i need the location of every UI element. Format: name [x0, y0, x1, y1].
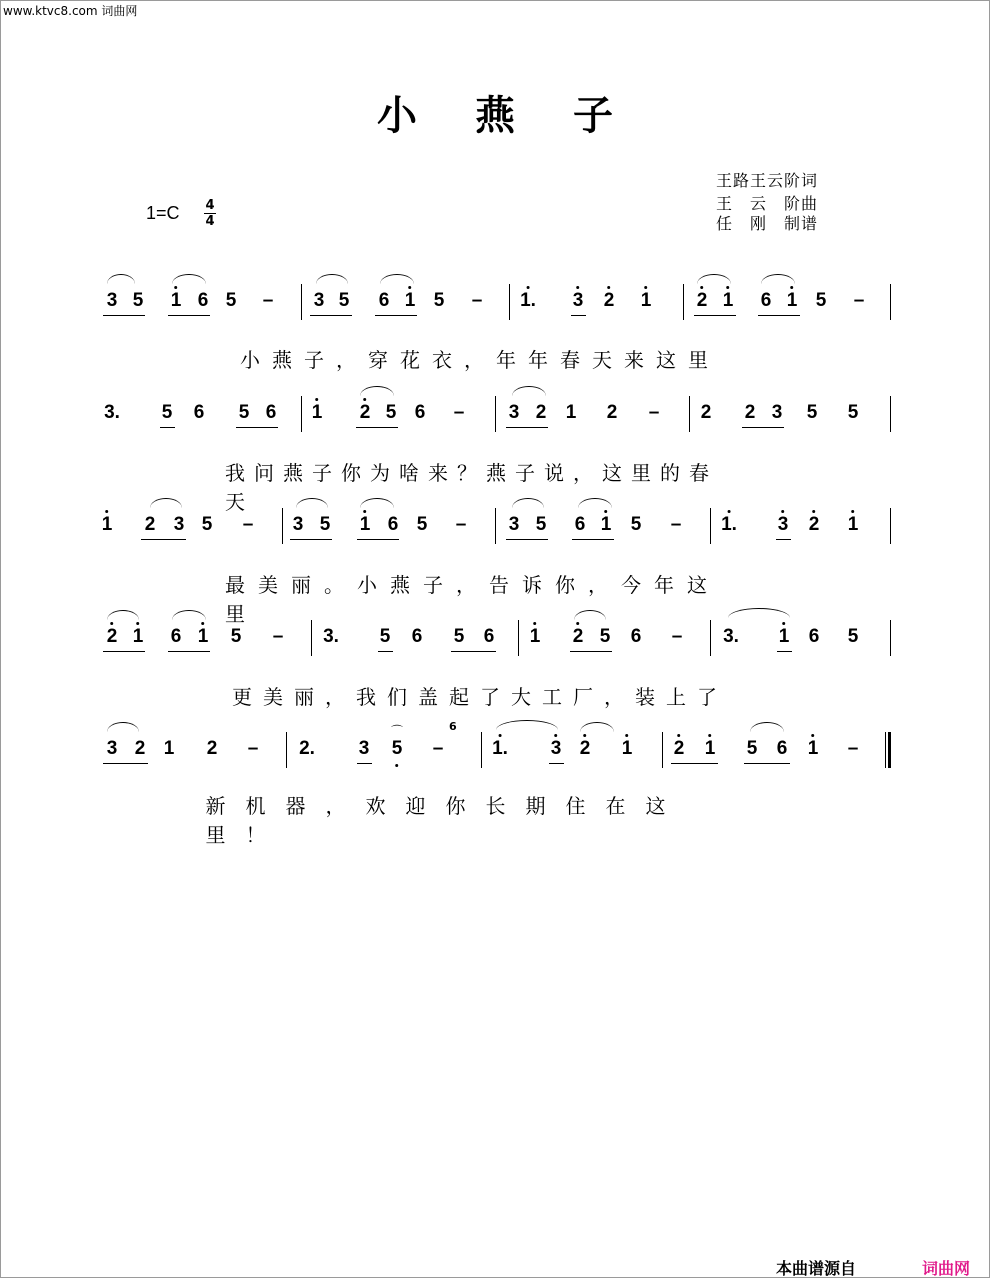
beam: [168, 651, 210, 652]
note: 3: [778, 514, 789, 536]
note: –: [471, 290, 483, 311]
note: 2: [809, 514, 820, 536]
note: –: [670, 514, 682, 535]
note: 5: [630, 514, 642, 535]
lyric-line-4: 更美丽，我们盖起了大工厂，装上了: [232, 685, 728, 709]
beam: [103, 651, 145, 652]
note: 1: [360, 514, 371, 536]
note: 2: [674, 738, 685, 760]
note: 6: [760, 290, 772, 311]
barline: [890, 620, 891, 656]
note: 1: [198, 626, 209, 648]
note: 6: [387, 514, 399, 535]
beam: [103, 315, 145, 316]
note: 2: [206, 738, 218, 759]
note: 3: [573, 290, 584, 312]
note: –: [853, 290, 865, 311]
note: 3.: [323, 626, 339, 647]
note: 5: [847, 626, 859, 647]
note: 6: [411, 626, 423, 647]
note: 1.: [520, 290, 536, 312]
beam: [357, 763, 372, 764]
note: 5: [319, 514, 331, 535]
beam: [290, 539, 332, 540]
barline: [301, 396, 302, 432]
beam: [310, 315, 352, 316]
lyric-line-2: 我问燕子你为啥来？燕子说，这里的春天: [225, 461, 718, 514]
beam: [742, 427, 784, 428]
note: 1: [641, 290, 652, 312]
note: 1: [102, 514, 113, 536]
barline: [509, 284, 510, 320]
note: 2: [580, 738, 591, 760]
barline: [301, 284, 302, 320]
lyric-line-1: 小燕子，穿花衣，年年春天来这里: [240, 348, 720, 372]
note: 2: [134, 738, 146, 759]
time-top: 4: [205, 198, 215, 213]
grace-note: 6: [449, 720, 457, 733]
note: 6: [574, 514, 586, 535]
note: 3: [292, 514, 304, 535]
note: 2: [360, 402, 371, 424]
note: 5: [599, 626, 611, 647]
time-bottom: 4: [205, 214, 215, 229]
credit-score: 任 刚 制谱: [716, 214, 819, 233]
note: –: [648, 402, 660, 423]
footer-source: 本曲谱源自: [776, 1259, 857, 1278]
barline: [890, 508, 891, 544]
barline: [689, 396, 690, 432]
note: 6: [170, 626, 182, 647]
beam: [160, 427, 175, 428]
note: 2: [573, 626, 584, 648]
beam: [744, 763, 790, 764]
note: 6: [197, 290, 209, 311]
note: 2: [606, 402, 618, 423]
note: 3: [508, 514, 520, 535]
note: 1: [530, 626, 541, 648]
barline: [683, 284, 684, 320]
note: 5: [338, 290, 350, 311]
note: 5: [238, 402, 250, 423]
beam: [236, 427, 278, 428]
note: 2: [744, 402, 756, 423]
note: 5: [379, 626, 391, 647]
beam: [357, 539, 399, 540]
note: –: [432, 738, 444, 759]
beam: [375, 315, 417, 316]
note: –: [242, 514, 254, 535]
note: 1: [787, 290, 798, 312]
note: 6: [776, 738, 788, 759]
beam: [506, 539, 548, 540]
fermata-icon: ⌒: [391, 724, 404, 738]
barline: [495, 396, 496, 432]
note: 1: [565, 402, 577, 423]
note: 5: [806, 402, 818, 423]
note: 3: [508, 402, 520, 423]
note: 6: [265, 402, 277, 423]
lyric-line-3: 最美丽。小燕子，告诉你，今年这里: [225, 573, 720, 626]
note: 5: [230, 626, 242, 647]
beam: [451, 651, 496, 652]
note: 5: [392, 738, 403, 760]
beam: [103, 763, 148, 764]
note: 2: [697, 290, 708, 312]
note: 3: [106, 290, 118, 311]
note: 6: [193, 402, 205, 423]
note: 2: [700, 402, 712, 423]
note: 5: [385, 402, 397, 423]
note: 1: [808, 738, 819, 760]
beam: [571, 315, 586, 316]
note: 1: [848, 514, 859, 536]
note: 1: [163, 738, 175, 759]
note: 1: [601, 514, 612, 536]
note: 5: [225, 290, 237, 311]
final-barline-thin: [885, 732, 886, 768]
note: –: [671, 626, 683, 647]
note: 2: [604, 290, 615, 312]
note: 1: [779, 626, 790, 648]
note: –: [455, 514, 467, 535]
note: 3: [313, 290, 325, 311]
beam: [549, 763, 564, 764]
key-signature: 1=C: [146, 203, 180, 223]
beam: [671, 763, 718, 764]
barline: [890, 284, 891, 320]
note: 6: [483, 626, 495, 647]
beam: [777, 651, 792, 652]
note: 3: [173, 514, 185, 535]
note: 1.: [492, 738, 508, 760]
note: 6: [378, 290, 390, 311]
barline: [890, 396, 891, 432]
note: 1: [723, 290, 734, 312]
note: –: [453, 402, 465, 423]
time-signature: [202, 199, 218, 228]
note: 3: [106, 738, 118, 759]
note: 6: [808, 626, 820, 647]
note: 1: [171, 290, 182, 312]
barline: [286, 732, 287, 768]
note: –: [847, 738, 859, 759]
beam: [506, 427, 548, 428]
note: 5: [416, 514, 428, 535]
note: 5: [815, 290, 827, 311]
note: 5: [433, 290, 445, 311]
note: 1: [622, 738, 633, 760]
note: –: [247, 738, 259, 759]
note: 3.: [104, 402, 120, 423]
note: 2: [107, 626, 118, 648]
footer-brand-link[interactable]: 词曲网: [922, 1259, 971, 1278]
note: 1: [705, 738, 716, 760]
barline: [481, 732, 482, 768]
note: 1: [405, 290, 416, 312]
note: 2.: [299, 738, 315, 759]
note: –: [272, 626, 284, 647]
beam: [141, 539, 186, 540]
beam: [168, 315, 210, 316]
note: 5: [535, 514, 547, 535]
credit-lyrics: 王路王云阶词: [716, 171, 819, 190]
note: 3: [771, 402, 783, 423]
note: 1.: [721, 514, 737, 536]
note: 5: [746, 738, 758, 759]
note: 1: [312, 402, 323, 424]
note: 6: [414, 402, 426, 423]
beam: [570, 651, 612, 652]
note: 2: [535, 402, 547, 423]
note: 6: [630, 626, 642, 647]
note: 5: [132, 290, 144, 311]
note: 3: [358, 738, 370, 759]
note: 3.: [723, 626, 739, 647]
note: 5: [201, 514, 213, 535]
beam: [776, 539, 791, 540]
barline: [662, 732, 663, 768]
lyric-line-5: 新机器，欢迎你长期住在这里！: [205, 794, 686, 847]
note: –: [262, 290, 274, 311]
site-url[interactable]: www.ktvc8.com 词曲网: [3, 4, 138, 18]
beam: [356, 427, 398, 428]
song-title: 小燕子: [377, 92, 671, 139]
beam: [572, 539, 614, 540]
note: 2: [144, 514, 156, 535]
beam: [378, 651, 393, 652]
beam: [694, 315, 736, 316]
note: 5: [161, 402, 173, 423]
note: 3: [551, 738, 562, 760]
credit-music: 王 云 阶曲: [716, 194, 819, 213]
final-barline-thick: [888, 732, 891, 768]
note: 5: [847, 402, 859, 423]
note: 1: [133, 626, 144, 648]
beam: [758, 315, 800, 316]
note: 5: [453, 626, 465, 647]
